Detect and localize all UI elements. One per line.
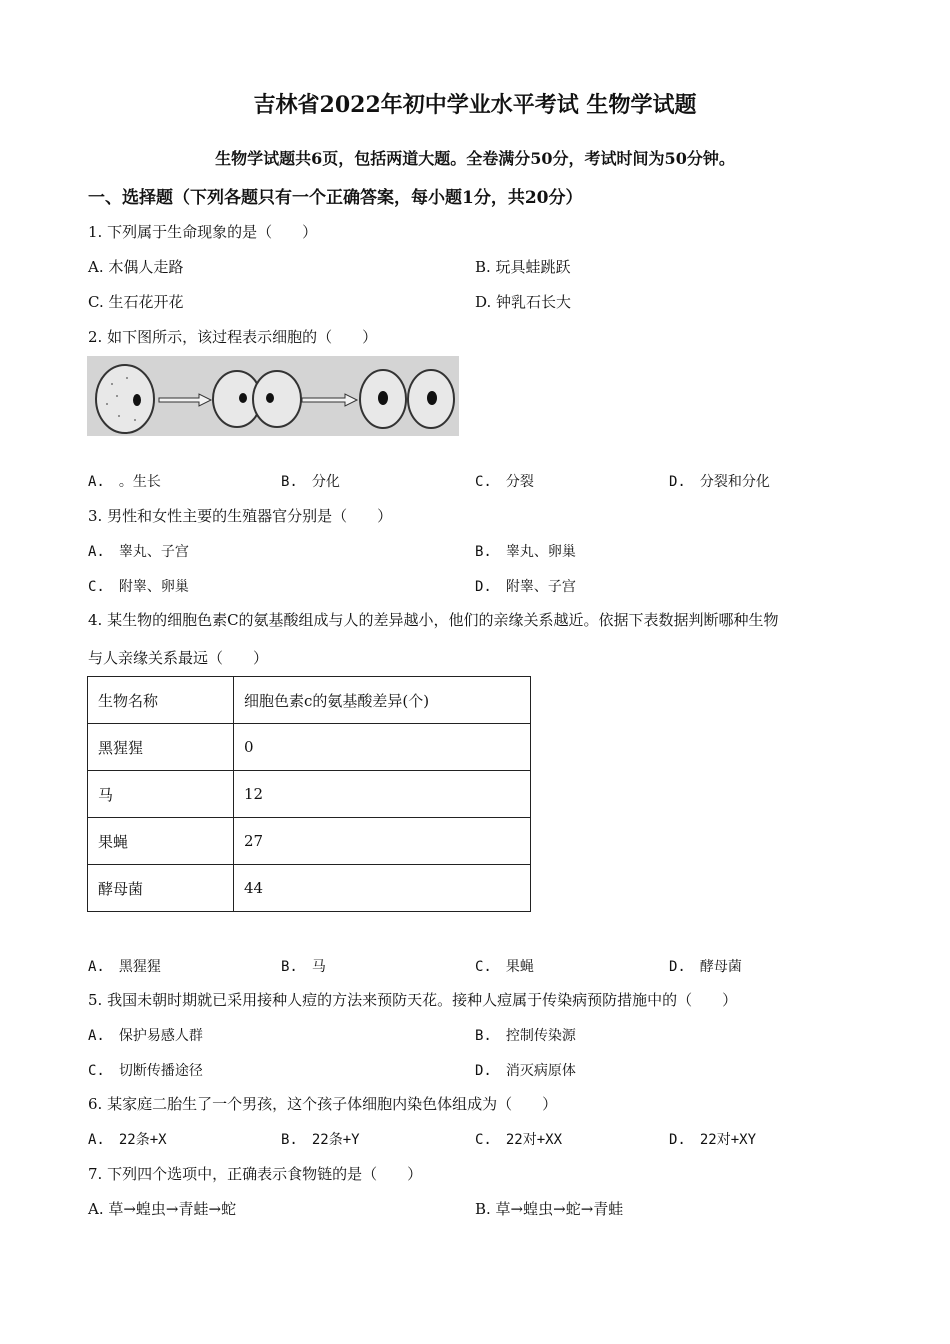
- question-2-option-c: C. 分裂: [475, 474, 534, 490]
- cell-division-diagram: [87, 356, 459, 436]
- question-2-option-b: B. 分化: [281, 474, 340, 490]
- table-cell: 黑猩猩: [88, 724, 234, 771]
- question-1-option-b: B. 玩具蛙跳跃: [475, 258, 571, 276]
- question-6-option-d: D. 22对+XY: [669, 1132, 757, 1148]
- page-title: 吉林省2022年初中学业水平考试 生物学试题: [253, 92, 697, 118]
- question-4-option-d: D. 酵母菌: [669, 959, 742, 975]
- question-3-option-c: C. 附睾、卵巢: [88, 579, 189, 595]
- table-row: [88, 724, 531, 771]
- question-1-option-c: C. 生石花开花: [88, 293, 184, 311]
- nucleus: [133, 394, 141, 406]
- table-header-row: [88, 677, 531, 724]
- question-6-option-a: A. 22条+X: [88, 1132, 167, 1148]
- question-5-option-b: B. 控制传染源: [475, 1028, 576, 1044]
- question-2-option-a: A. 。生长: [88, 474, 161, 490]
- table-row: [88, 771, 531, 818]
- question-2-option-d: D. 分裂和分化: [669, 474, 770, 490]
- question-6-stem: 6. 某家庭二胎生了一个男孩，这个孩子体细胞内染色体组成为（ ）: [88, 1095, 558, 1113]
- question-4-option-a: A. 黑猩猩: [88, 959, 161, 975]
- question-3-option-a: A. 睾丸、子宫: [88, 544, 189, 560]
- question-2-stem: 2. 如下图所示，该过程表示细胞的（ ）: [88, 328, 378, 346]
- question-4-option-b: B. 马: [281, 959, 326, 975]
- question-7-stem: 7. 下列四个选项中，正确表示食物链的是（ ）: [88, 1165, 423, 1183]
- dividing-cell-right: [253, 371, 301, 427]
- question-1-option-a: A. 木偶人走路: [88, 258, 184, 276]
- question-4-option-c: C. 果蝇: [475, 959, 534, 975]
- cytochrome-table: [87, 676, 531, 912]
- question-5-stem: 5. 我国未朝时期就已采用接种人痘的方法来预防天花。接种人痘属于传染病预防措施中的（ ）: [88, 991, 738, 1009]
- question-6-option-b: B. 22条+Y: [281, 1132, 360, 1148]
- table-row: [88, 818, 531, 865]
- question-3-option-b: B. 睾丸、卵巢: [475, 544, 576, 560]
- table-cell: 44: [234, 865, 531, 912]
- question-6-option-c: C. 22对+XX: [475, 1132, 563, 1148]
- question-7-option-b: B. 草→蝗虫→蛇→青蛙: [475, 1200, 624, 1218]
- table-cell: 0: [234, 724, 531, 771]
- table-cell: 果蝇: [88, 818, 234, 865]
- question-5-option-a: A. 保护易感人群: [88, 1028, 203, 1044]
- question-3-stem: 3. 男性和女性主要的生殖器官分别是（ ）: [88, 507, 393, 525]
- question-3-option-d: D. 附睾、子宫: [475, 579, 576, 595]
- question-1-option-d: D. 钟乳石长大: [475, 293, 572, 311]
- table-cell: 27: [234, 818, 531, 865]
- question-5-option-d: D. 消灭病原体: [475, 1063, 576, 1079]
- single-cell: [96, 365, 154, 433]
- table-cell: 马: [88, 771, 234, 818]
- table-cell: 12: [234, 771, 531, 818]
- table-row: [88, 865, 531, 912]
- table-header: 细胞色素c的氨基酸差异(个): [234, 677, 531, 724]
- table-cell: 酵母菌: [88, 865, 234, 912]
- section-heading: 一、选择题（下列各题只有一个正确答案，每小题1分，共20分）: [88, 188, 583, 208]
- table-header: 生物名称: [88, 677, 234, 724]
- question-5-option-c: C. 切断传播途径: [88, 1063, 203, 1079]
- cell-division-figure: [87, 356, 459, 436]
- question-7-option-a: A. 草→蝗虫→青蛙→蛇: [88, 1200, 237, 1218]
- question-4-stem-line2: 与人亲缘关系最远（ ）: [88, 649, 269, 667]
- question-1-stem: 1. 下列属于生命现象的是（ ）: [88, 223, 318, 241]
- exam-instructions: 生物学试题共6页，包括两道大题。全卷满分50分，考试时间为50分钟。: [215, 149, 735, 168]
- question-4-stem-line1: 4. 某生物的细胞色素C的氨基酸组成与人的差异越小，他们的亲缘关系越近。依据下表数据判断哪种生物: [88, 611, 779, 629]
